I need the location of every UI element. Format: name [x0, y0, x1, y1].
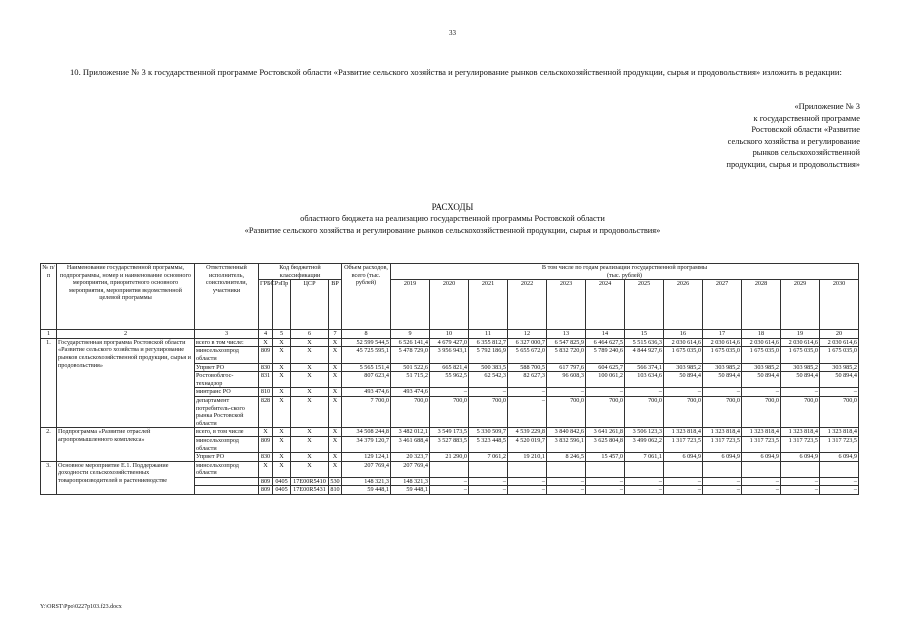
header-year: 2025 [625, 280, 664, 330]
column-number: 11 [469, 330, 508, 339]
column-number: 14 [586, 330, 625, 339]
year-value-cell: 4 520 019,7 [508, 436, 547, 452]
expenses-table [40, 263, 859, 495]
vr-cell: X [329, 388, 342, 397]
year-value-cell: 51 715,2 [391, 372, 430, 388]
year-value-cell: – [664, 477, 703, 486]
rzpr-cell: X [273, 338, 291, 347]
csr-cell: X [291, 436, 329, 452]
rzpr-cell: X [273, 396, 291, 427]
header-year: 2024 [586, 280, 625, 330]
year-value-cell: – [508, 477, 547, 486]
vr-cell: X [329, 372, 342, 388]
year-value-cell: 303 985,2 [781, 363, 820, 372]
year-value-cell: 5 323 448,5 [469, 436, 508, 452]
year-value-cell: 1 317 723,5 [820, 436, 859, 452]
column-number: 6 [291, 330, 329, 339]
total-cell: 807 623,4 [342, 372, 391, 388]
page-number: 33 [449, 29, 456, 37]
year-value-cell: 3 506 123,3 [625, 428, 664, 437]
vr-cell: X [329, 461, 342, 477]
section-name: Государственная программа Ростовской области «Развитие сельского хозяйства и регулирование рынков сельскохозяйственной продукции, сырья и продовольствия» [57, 338, 195, 428]
year-value-cell: 6 094,9 [703, 453, 742, 462]
year-value-cell: 3 840 842,6 [547, 428, 586, 437]
year-value-cell: 19 210,1 [508, 453, 547, 462]
section-name: Основное мероприятие Е.1. Поддержание доходности сельскохозяйственных товаропроизводителей в растениеводстве [57, 461, 195, 494]
header-csr: ЦСР [291, 280, 329, 330]
year-value-cell: 1 317 723,5 [742, 436, 781, 452]
year-value-cell: 700,0 [742, 396, 781, 427]
year-value-cell: 1 323 818,4 [781, 428, 820, 437]
year-value-cell: 6 464 627,5 [586, 338, 625, 347]
year-value-cell: 1 323 818,4 [703, 428, 742, 437]
year-value-cell: 604 625,7 [586, 363, 625, 372]
year-value-cell: 493 474,6 [391, 388, 430, 397]
executor-cell: минсельхозпрод области [195, 461, 259, 477]
year-value-cell: 700,0 [625, 396, 664, 427]
section-number: 3. [41, 461, 57, 494]
executor-cell: всего в том числе: [195, 338, 259, 347]
year-value-cell: 3 482 012,1 [391, 428, 430, 437]
year-value-cell: – [781, 388, 820, 397]
year-value-cell: 700,0 [469, 396, 508, 427]
year-value-cell: 3 832 596,1 [547, 436, 586, 452]
column-number: 13 [547, 330, 586, 339]
year-value-cell: 50 894,4 [781, 372, 820, 388]
header-year: 2029 [781, 280, 820, 330]
year-value-cell: 700,0 [391, 396, 430, 427]
header-num: № п/п [41, 264, 57, 330]
year-value-cell [625, 461, 664, 477]
year-value-cell: 3 499 062,2 [625, 436, 664, 452]
column-number: 7 [329, 330, 342, 339]
grbs-cell: 830 [259, 453, 273, 462]
column-number: 8 [342, 330, 391, 339]
total-cell: 34 508 244,8 [342, 428, 391, 437]
executor-cell: Упрвет РО [195, 363, 259, 372]
year-value-cell: 1 317 723,5 [703, 436, 742, 452]
year-value-cell: 500 383,5 [469, 363, 508, 372]
year-value-cell: 700,0 [781, 396, 820, 427]
column-number: 12 [508, 330, 547, 339]
rzpr-cell: X [273, 453, 291, 462]
year-value-cell: 700,0 [703, 396, 742, 427]
total-cell: 45 725 595,1 [342, 347, 391, 363]
year-value-cell: 148 321,3 [391, 477, 430, 486]
year-value-cell: 303 985,2 [664, 363, 703, 372]
year-value-cell: – [430, 477, 469, 486]
header-year: 2023 [547, 280, 586, 330]
year-value-cell: 1 323 818,4 [820, 428, 859, 437]
rzpr-cell: 0405 [273, 477, 291, 486]
year-value-cell: – [625, 477, 664, 486]
year-value-cell: 700,0 [547, 396, 586, 427]
year-value-cell [742, 461, 781, 477]
column-number: 20 [820, 330, 859, 339]
year-value-cell: – [742, 486, 781, 495]
section-name: Подпрограмма «Развитие отраслей агропромышленного комплекса» [57, 428, 195, 461]
header-grbs: ГРБС [259, 280, 273, 330]
rzpr-cell: X [273, 436, 291, 452]
year-value-cell: 7 061,2 [469, 453, 508, 462]
header-years-unit: (тыс. рублей) [607, 271, 642, 279]
header-name: Наименование государственной программы, подпрограммы, номер и наименование основного мероприятия, приоритетного основного мероприятия, мероприятия ведомственной целевой программы [57, 264, 195, 330]
vr-cell: 810 [330, 486, 340, 494]
year-value-cell: 2 030 614,6 [703, 338, 742, 347]
year-value-cell: 1 675 035,0 [664, 347, 703, 363]
appendix-line: сельского хозяйства и регулирование [727, 136, 860, 146]
csr-cell: X [291, 453, 329, 462]
header-kbk: Код бюджетной классификации [259, 264, 342, 280]
section-number: 1. [41, 338, 57, 428]
year-value-cell [820, 461, 859, 477]
vr-cell: X [329, 396, 342, 427]
year-value-cell: 303 985,2 [742, 363, 781, 372]
year-value-cell: 303 985,2 [820, 363, 859, 372]
year-value-cell: 5 655 672,0 [508, 347, 547, 363]
csr-cell: X [291, 372, 329, 388]
year-value-cell: 4 679 427,0 [430, 338, 469, 347]
header-year: 2021 [469, 280, 508, 330]
year-value-cell: 6 094,9 [781, 453, 820, 462]
rzpr-cell: X [273, 388, 291, 397]
year-value-cell: – [703, 486, 742, 495]
year-value-cell: 4 539 229,8 [508, 428, 547, 437]
grbs-cell: X [259, 461, 273, 477]
header-years-group-label: В том числе по годам реализации государственной программы [541, 264, 708, 271]
appendix-line: к государственной программе [753, 113, 860, 123]
header-vr: ВР [329, 280, 342, 330]
year-value-cell: 1 323 818,4 [742, 428, 781, 437]
year-value-cell: 62 542,3 [469, 372, 508, 388]
year-value-cell: 3 461 688,4 [391, 436, 430, 452]
column-number: 17 [703, 330, 742, 339]
header-year: 2028 [742, 280, 781, 330]
year-value-cell: – [742, 477, 781, 486]
grbs-cell: 810 [259, 388, 273, 397]
year-value-cell: – [469, 486, 508, 495]
year-value-cell [508, 461, 547, 477]
header-year: 2026 [664, 280, 703, 330]
year-value-cell: 8 246,5 [547, 453, 586, 462]
rzpr-cell: X [273, 372, 291, 388]
executor-cell [195, 486, 259, 495]
year-value-cell: 2 030 614,6 [781, 338, 820, 347]
vr-cell: X [329, 347, 342, 363]
appendix-line: продукции, сырья и продовольствия» [726, 159, 860, 169]
year-value-cell: 103 634,6 [625, 372, 664, 388]
year-value-cell: 6 355 812,7 [469, 338, 508, 347]
year-value-cell: – [664, 486, 703, 495]
table-row [41, 461, 859, 477]
year-value-cell: 700,0 [664, 396, 703, 427]
year-value-cell: 5 789 240,6 [586, 347, 625, 363]
year-value-cell: – [508, 486, 547, 495]
year-value-cell: 665 821,4 [430, 363, 469, 372]
year-value-cell: 96 608,3 [547, 372, 586, 388]
header-total: Объем расходов, всего (тыс. рублей) [342, 264, 391, 330]
year-value-cell: 6 547 825,9 [547, 338, 586, 347]
rzpr-cell: X [273, 347, 291, 363]
total-cell: 207 769,4 [342, 461, 391, 477]
year-value-cell: 1 675 035,0 [703, 347, 742, 363]
appendix-header [620, 101, 860, 170]
grbs-cell: 828 [259, 396, 273, 427]
vr-cell: X [329, 338, 342, 347]
year-value-cell: 5 792 186,9 [469, 347, 508, 363]
year-value-cell: 700,0 [586, 396, 625, 427]
year-value-cell: 6 526 141,4 [391, 338, 430, 347]
column-number: 15 [625, 330, 664, 339]
csr-cell: X [291, 396, 329, 427]
total-cell: 5 565 151,4 [342, 363, 391, 372]
year-value-cell: – [781, 477, 820, 486]
csr-cell: X [291, 461, 329, 477]
year-value-cell: 6 094,9 [664, 453, 703, 462]
year-value-cell: 50 894,4 [820, 372, 859, 388]
year-value-cell: 5 832 720,0 [547, 347, 586, 363]
year-value-cell: 6 327 000,7 [508, 338, 547, 347]
year-value-cell: 617 797,6 [547, 363, 586, 372]
year-value-cell [781, 461, 820, 477]
rzpr-cell: X [273, 461, 291, 477]
table-row [41, 338, 859, 347]
year-value-cell: 5 515 636,3 [625, 338, 664, 347]
year-value-cell: 2 030 614,6 [820, 338, 859, 347]
column-number: 18 [742, 330, 781, 339]
document-title: РАСХОДЫ [431, 202, 474, 212]
year-value-cell: – [625, 486, 664, 495]
executor-cell: минсельхозпрод области [195, 347, 259, 363]
csr-cell: X [291, 428, 329, 437]
grbs-cell: 809 [259, 477, 273, 486]
vr-cell: X [329, 436, 342, 452]
year-value-cell: 207 769,4 [391, 461, 430, 477]
grbs-cell: 809 [259, 436, 273, 452]
year-value-cell: – [586, 388, 625, 397]
year-value-cell [586, 461, 625, 477]
column-number: 3 [195, 330, 259, 339]
csr-cell: X [291, 347, 329, 363]
rzpr-cell: X [273, 363, 291, 372]
header-year: 2030 [820, 280, 859, 330]
executor-cell: всего, в том числе [195, 428, 259, 437]
year-value-cell: 1 317 723,5 [781, 436, 820, 452]
header-executor: Ответственный исполнитель, соисполнители, участники [195, 264, 259, 330]
appendix-line: рынков сельскохозяйственной [752, 148, 860, 157]
total-cell: 129 124,1 [342, 453, 391, 462]
column-number: 1 [41, 330, 57, 339]
year-value-cell: 1 317 723,5 [664, 436, 703, 452]
year-value-cell [664, 461, 703, 477]
column-number: 19 [781, 330, 820, 339]
total-cell: 34 379 120,7 [342, 436, 391, 452]
year-value-cell: 55 962,5 [430, 372, 469, 388]
year-value-cell: 6 094,9 [820, 453, 859, 462]
year-value-cell: 303 985,2 [703, 363, 742, 372]
csr-cell: X [291, 338, 329, 347]
header-year: 2022 [508, 280, 547, 330]
csr-cell: X [291, 363, 329, 372]
vr-cell: 530 [330, 477, 340, 485]
year-value-cell: 588 700,5 [508, 363, 547, 372]
executor-cell: Упрвет РО [195, 453, 259, 462]
column-number-row [41, 330, 859, 339]
executor-cell [195, 477, 259, 486]
year-value-cell: 2 030 614,6 [742, 338, 781, 347]
rzpr-cell: X [273, 428, 291, 437]
year-value-cell: 566 374,1 [625, 363, 664, 372]
year-value-cell: – [430, 388, 469, 397]
executor-cell: департамент потребитель-ского рынка Ростовской области [195, 396, 259, 427]
year-value-cell: 3 641 261,8 [586, 428, 625, 437]
year-value-cell: 700,0 [820, 396, 859, 427]
year-value-cell: 1 675 035,0 [742, 347, 781, 363]
year-value-cell: – [703, 477, 742, 486]
year-value-cell [430, 461, 469, 477]
intro-paragraph: 10. Приложение № 3 к государственной программе Ростовской области «Развитие сельского хозяйства и регулирование рынков сельскохозяйственной продукции, сырья и продовольствия» изложить в редакции: [70, 67, 842, 77]
file-path: Y:\ORST\Ppo\0227p103.f23.docx [40, 604, 122, 610]
year-value-cell: – [547, 388, 586, 397]
year-value-cell: 50 894,4 [742, 372, 781, 388]
grbs-cell: 809 [259, 486, 273, 495]
column-number: 9 [391, 330, 430, 339]
table-row [41, 428, 859, 437]
year-value-cell: 1 675 035,0 [781, 347, 820, 363]
year-value-cell: 20 323,7 [391, 453, 430, 462]
vr-cell: X [329, 453, 342, 462]
year-value-cell: 3 527 883,5 [430, 436, 469, 452]
year-value-cell: – [703, 388, 742, 397]
total-cell: 59 448,1 [342, 486, 391, 495]
year-value-cell: 3 625 804,8 [586, 436, 625, 452]
column-number: 10 [430, 330, 469, 339]
total-cell: 148 321,3 [342, 477, 391, 486]
total-cell: 52 599 544,5 [342, 338, 391, 347]
header-year: 2020 [430, 280, 469, 330]
column-number: 5 [273, 330, 291, 339]
appendix-line: «Приложение № 3 [794, 102, 860, 111]
csr-cell: 17Е00R5431 [291, 486, 329, 495]
vr-cell: X [329, 363, 342, 372]
year-value-cell: 1 675 035,0 [820, 347, 859, 363]
year-value-cell [547, 461, 586, 477]
year-value-cell: – [508, 388, 547, 397]
csr-cell: 17Е00R5410 [291, 477, 329, 486]
column-number: 4 [259, 330, 273, 339]
column-number: 16 [664, 330, 703, 339]
year-value-cell: – [820, 486, 859, 495]
document-subtitle: областного бюджета на реализацию государственной программы Ростовской области [300, 214, 605, 223]
year-value-cell: – [820, 477, 859, 486]
vr-cell: X [329, 428, 342, 437]
year-value-cell: – [625, 388, 664, 397]
header-rzpr: РзПр [273, 280, 291, 330]
column-number: 2 [57, 330, 195, 339]
executor-cell: минсельхозпрод области [195, 436, 259, 452]
header-years-group [391, 264, 859, 280]
year-value-cell: 15 457,0 [586, 453, 625, 462]
section-number: 2. [41, 428, 57, 461]
year-value-cell: 100 061,2 [586, 372, 625, 388]
year-value-cell: – [820, 388, 859, 397]
csr-cell: X [291, 388, 329, 397]
year-value-cell: – [664, 388, 703, 397]
year-value-cell: – [469, 388, 508, 397]
year-value-cell: 7 061,1 [625, 453, 664, 462]
year-value-cell: 700,0 [430, 396, 469, 427]
document-subtitle-program: «Развитие сельского хозяйства и регулирование рынков сельскохозяйственной продукции, сырья и продовольствия» [244, 226, 661, 235]
year-value-cell: 50 894,4 [703, 372, 742, 388]
year-value-cell: 6 094,9 [742, 453, 781, 462]
year-value-cell [469, 461, 508, 477]
year-value-cell: – [430, 486, 469, 495]
grbs-cell: X [259, 338, 273, 347]
rzpr-cell: 0405 [273, 486, 291, 495]
executor-cell: Ростовоблгос-технадзор [195, 372, 259, 388]
year-value-cell: 50 894,4 [664, 372, 703, 388]
year-value-cell: 82 627,3 [508, 372, 547, 388]
year-value-cell: – [547, 486, 586, 495]
year-value-cell: – [469, 477, 508, 486]
year-value-cell: 5 478 729,0 [391, 347, 430, 363]
year-value-cell: 2 030 614,6 [664, 338, 703, 347]
year-value-cell: – [508, 396, 547, 427]
year-value-cell: – [586, 477, 625, 486]
year-value-cell: 21 290,0 [430, 453, 469, 462]
year-value-cell: 3 956 943,1 [430, 347, 469, 363]
year-value-cell: 1 323 818,4 [664, 428, 703, 437]
year-value-cell [703, 461, 742, 477]
total-cell: 493 474,6 [342, 388, 391, 397]
total-cell: 7 700,0 [342, 396, 391, 427]
year-value-cell: 4 844 927,6 [625, 347, 664, 363]
header-year: 2027 [703, 280, 742, 330]
year-value-cell: – [547, 477, 586, 486]
grbs-cell: X [259, 428, 273, 437]
year-value-cell: – [586, 486, 625, 495]
year-value-cell: 3 549 173,5 [430, 428, 469, 437]
grbs-cell: 809 [259, 347, 273, 363]
executor-cell: минтранс РО [195, 388, 259, 397]
year-value-cell: 59 448,1 [391, 486, 430, 495]
year-value-cell: – [742, 388, 781, 397]
year-value-cell: 5 330 509,7 [469, 428, 508, 437]
year-value-cell: 501 522,6 [391, 363, 430, 372]
year-value-cell: – [781, 486, 820, 495]
appendix-line: Ростовской области «Развитие [751, 125, 860, 134]
grbs-cell: 830 [259, 363, 273, 372]
header-year: 2019 [391, 280, 430, 330]
grbs-cell: 831 [259, 372, 273, 388]
